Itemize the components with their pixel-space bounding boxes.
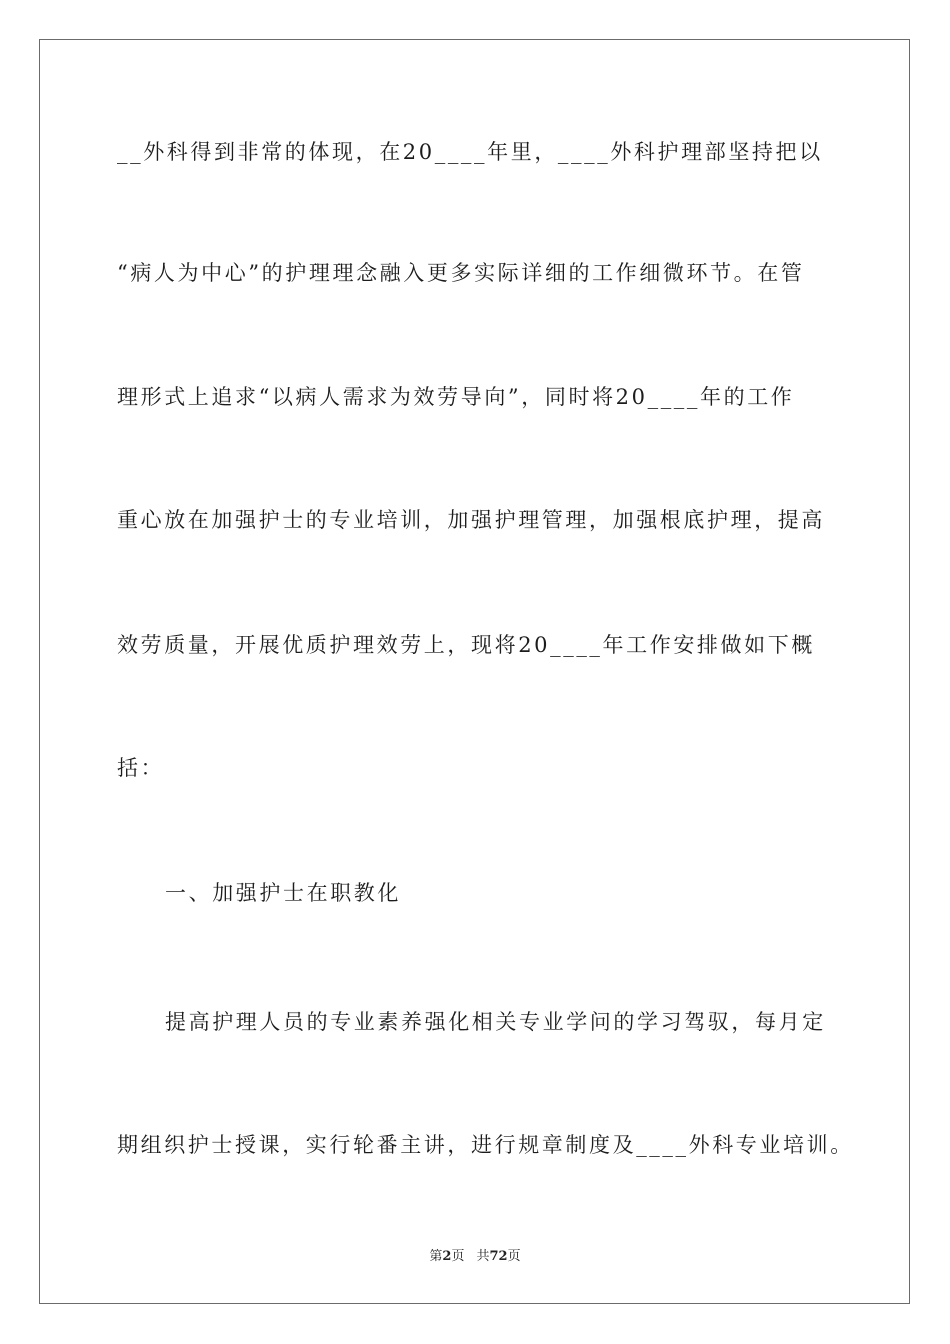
body-line-4: 重心放在加强护士的专业培训，加强护理管理，加强根底护理，提高 [117, 508, 825, 532]
total-prefix: 共 [476, 1249, 490, 1264]
page-suffix: 页 [451, 1249, 465, 1264]
body-line-1: __外科得到非常的体现，在20____年里，____外科护理部坚持把以 [117, 140, 823, 164]
current-page-number: 2 [442, 1249, 452, 1264]
body-line-6: 括： [117, 756, 165, 780]
body-line-3: 理形式上追求“以病人需求为效劳导向”，同时将20____年的工作 [117, 385, 795, 409]
body-line-8: 提高护理人员的专业素养强化相关专业学问的学习驾驭，每月定 [165, 1010, 826, 1034]
page-border [39, 39, 910, 1304]
page-prefix: 第 [429, 1249, 443, 1264]
page-footer [0, 1248, 950, 1266]
total-pages-number: 72 [489, 1249, 508, 1264]
body-line-2: “病人为中心”的护理理念融入更多实际详细的工作细微环节。在管 [117, 261, 805, 285]
body-line-9: 期组织护士授课，实行轮番主讲，进行规章制度及____外科专业培训。 [117, 1133, 854, 1157]
body-line-5: 效劳质量，开展优质护理效劳上，现将20____年工作安排做如下概 [117, 633, 815, 657]
total-suffix: 页 [507, 1249, 521, 1264]
section-heading: 一、加强护士在职教化 [165, 881, 401, 905]
